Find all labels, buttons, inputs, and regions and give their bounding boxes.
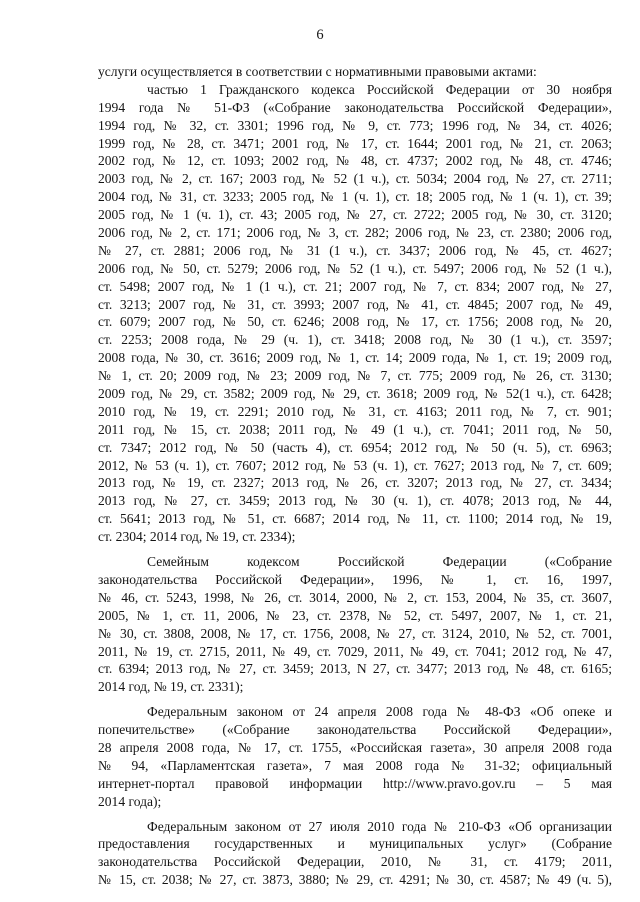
text-line: 2003 год, № 2, ст. 167; 2003 год, № 52 (1 ч.), ст. 5034; 2004 год, № 27, ст. 2711; (98, 171, 612, 187)
text-line: 28 апреля 2008 года, № 17, ст. 1755, «Российская газета», 30 апреля 2008 года (98, 739, 612, 755)
text-line: ст. 5641; 2013 год, № 51, ст. 6687; 2014 год, № 11, ст. 1100; 2014 год, № 19, (98, 511, 612, 527)
text-line: 1994 года № 51-ФЗ («Собрание законодательства Российской Федерации», (98, 99, 612, 115)
text-line: ст. 3213; 2007 год, № 31, ст. 3993; 2007 год, № 41, ст. 4845; 2007 год, № 49, (98, 296, 612, 312)
text-line: услуги осуществляется в соответствии с нормативными правовыми актами: (98, 64, 537, 79)
text-line: попечительстве» («Собрание законодательства Российской Федерации», (98, 722, 612, 738)
text-line: Федеральным законом от 27 июля 2010 года № 210-ФЗ «Об организации (147, 818, 612, 834)
civil-code-paragraph (98, 81, 612, 546)
intro-paragraph (98, 63, 612, 81)
text-line: № 30, ст. 3808, 2008, № 17, ст. 1756, 2008, № 27, ст. 3124, 2010, № 52, ст. 7001, (98, 625, 612, 641)
text-line: ст. 2304; 2014 год, № 19, ст. 2334); (98, 529, 296, 545)
text-line: 2011 год, № 15, ст. 2038; 2011 год, № 49 (1 ч.), ст. 7041; 2011 год, № 50, (98, 421, 612, 437)
text-line: ст. 5498; 2007 год, № 1 (1 ч.), ст. 21; 2007 год, № 7, ст. 834; 2007 год, № 27, (98, 278, 612, 294)
text-line: ст. 2253; 2008 года, № 29 (ч. 1), ст. 3418; 2008 год, № 30 (1 ч.), ст. 3597; (98, 332, 612, 348)
text-line: № 27, ст. 2881; 2006 год, № 31 (1 ч.), ст. 3437; 2006 год, № 45, ст. 4627; (98, 242, 612, 258)
text-line: ст. 6079; 2007 год, № 50, ст. 6246; 2008 год, № 17, ст. 1756; 2008 год, № 20, (98, 314, 612, 330)
text-line: 2013 год, № 27, ст. 3459; 2013 год, № 30 (ч. 1), ст. 4078; 2013 год, № 44, (98, 493, 612, 509)
text-line: 2009 год, № 29, ст. 3582; 2009 год, № 29, ст. 3618; 2009 год, № 52(1 ч.), ст. 6428; (98, 386, 612, 402)
text-line: предоставления государственных и муниципальных услуг» (Собрание (98, 836, 612, 852)
text-line: № 46, ст. 5243, 1998, № 26, ст. 3014, 2000, № 2, ст. 153, 2004, № 35, ст. 3607, (98, 589, 612, 605)
law-48-fz-paragraph (98, 703, 612, 810)
text-line: № 94, «Парламентская газета», 7 мая 2008 года № 31-32; официальный (98, 757, 612, 773)
law-210-fz-paragraph (98, 818, 612, 890)
text-line: 2002 год, № 12, ст. 1093; 2002 год, № 48, ст. 4737; 2002 год, № 48, ст. 4746; (98, 153, 612, 169)
text-line: ст. 6394; 2013 год, № 27, ст. 3459; 2013, N 27, ст. 3477; 2013 год, № 48, ст. 6165; (98, 661, 612, 677)
text-line: ст. 7347; 2012 год, № 50 (часть 4), ст. 6954; 2012 год, № 50 (ч. 5), ст. 6963; (98, 439, 612, 455)
text-line: 2006 год, № 50, ст. 5279; 2006 год, № 52 (1 ч.), ст. 5497; 2006 год, № 52 (1 ч.), (98, 260, 612, 276)
text-line: 2005, № 1, ст. 11, 2006, № 23, ст. 2378, № 52, ст. 5497, 2007, № 1, ст. 21, (98, 607, 612, 623)
text-line: 2011, № 19, ст. 2715, 2011, № 49, ст. 7029, 2011, № 49, ст. 7041; 2012 год, № 47, (98, 643, 612, 659)
text-line: № 1, ст. 20; 2009 год, № 23; 2009 год, № 7, ст. 775; 2009 год, № 26, ст. 3130; (98, 368, 612, 384)
text-line: 2004 год, № 31, ст. 3233; 2005 год, № 1 (ч. 1), ст. 18; 2005 год, № 1 (ч. 1), ст. 39; (98, 189, 612, 205)
text-line: частью 1 Гражданского кодекса Российской Федерации от 30 ноября (147, 81, 612, 97)
text-line: законодательства Российской Федерации», 1996, № 1, ст. 16, 1997, (98, 571, 612, 587)
text-line: № 15, ст. 2038; № 27, ст. 3873, 3880; № 29, ст. 4291; № 30, ст. 4587; № 49 (ч. 5), (98, 872, 612, 888)
family-code-paragraph (98, 553, 612, 696)
text-line: 2014 год, № 19, ст. 2331); (98, 679, 244, 695)
text-line: 2006 год, № 2, ст. 171; 2006 год, № 3, ст. 282; 2006 год, № 23, ст. 2380; 2006 год, (98, 225, 612, 241)
text-line: интернет-портал правовой информации http://www.pravo.gov.ru – 5 мая (98, 775, 612, 791)
text-line: 2014 года); (98, 793, 162, 809)
text-line: 2010 год, № 19, ст. 2291; 2010 год, № 31, ст. 4163; 2011 год, № 7, ст. 901; (98, 403, 612, 419)
text-line: законодательства Российской Федерации, 2010, № 31, ст. 4179; 2011, (98, 854, 612, 870)
text-line: 1994 год, № 32, ст. 3301; 1996 год, № 9, ст. 773; 1996 год, № 34, ст. 4026; (98, 117, 612, 133)
text-line: 2013 год, № 19, ст. 2327; 2013 год, № 26, ст. 3207; 2013 год, № 27, ст. 3434; (98, 475, 612, 491)
text-line: Семейным кодексом Российской Федерации («Собрание (147, 554, 612, 570)
page-number: 6 (316, 27, 324, 43)
text-line: 2008 года, № 30, ст. 3616; 2009 год, № 1, ст. 14; 2009 года, № 1, ст. 19; 2009 год, (98, 350, 612, 366)
text-line: 2005 год, № 1 (ч. 1), ст. 43; 2005 год, № 27, ст. 2722; 2005 год, № 30, ст. 3120; (98, 207, 612, 223)
text-line: Федеральным законом от 24 апреля 2008 года № 48-ФЗ «Об опеке и (147, 704, 612, 720)
text-line: 2012, № 53 (ч. 1), ст. 7607; 2012 год, № 53 (ч. 1), ст. 7627; 2013 год, № 7, ст. 609; (98, 457, 612, 473)
text-line: 1999 год, № 28, ст. 3471; 2001 год, № 17, ст. 1644; 2001 год, № 21, ст. 2063; (98, 135, 612, 151)
document-body (98, 63, 612, 889)
